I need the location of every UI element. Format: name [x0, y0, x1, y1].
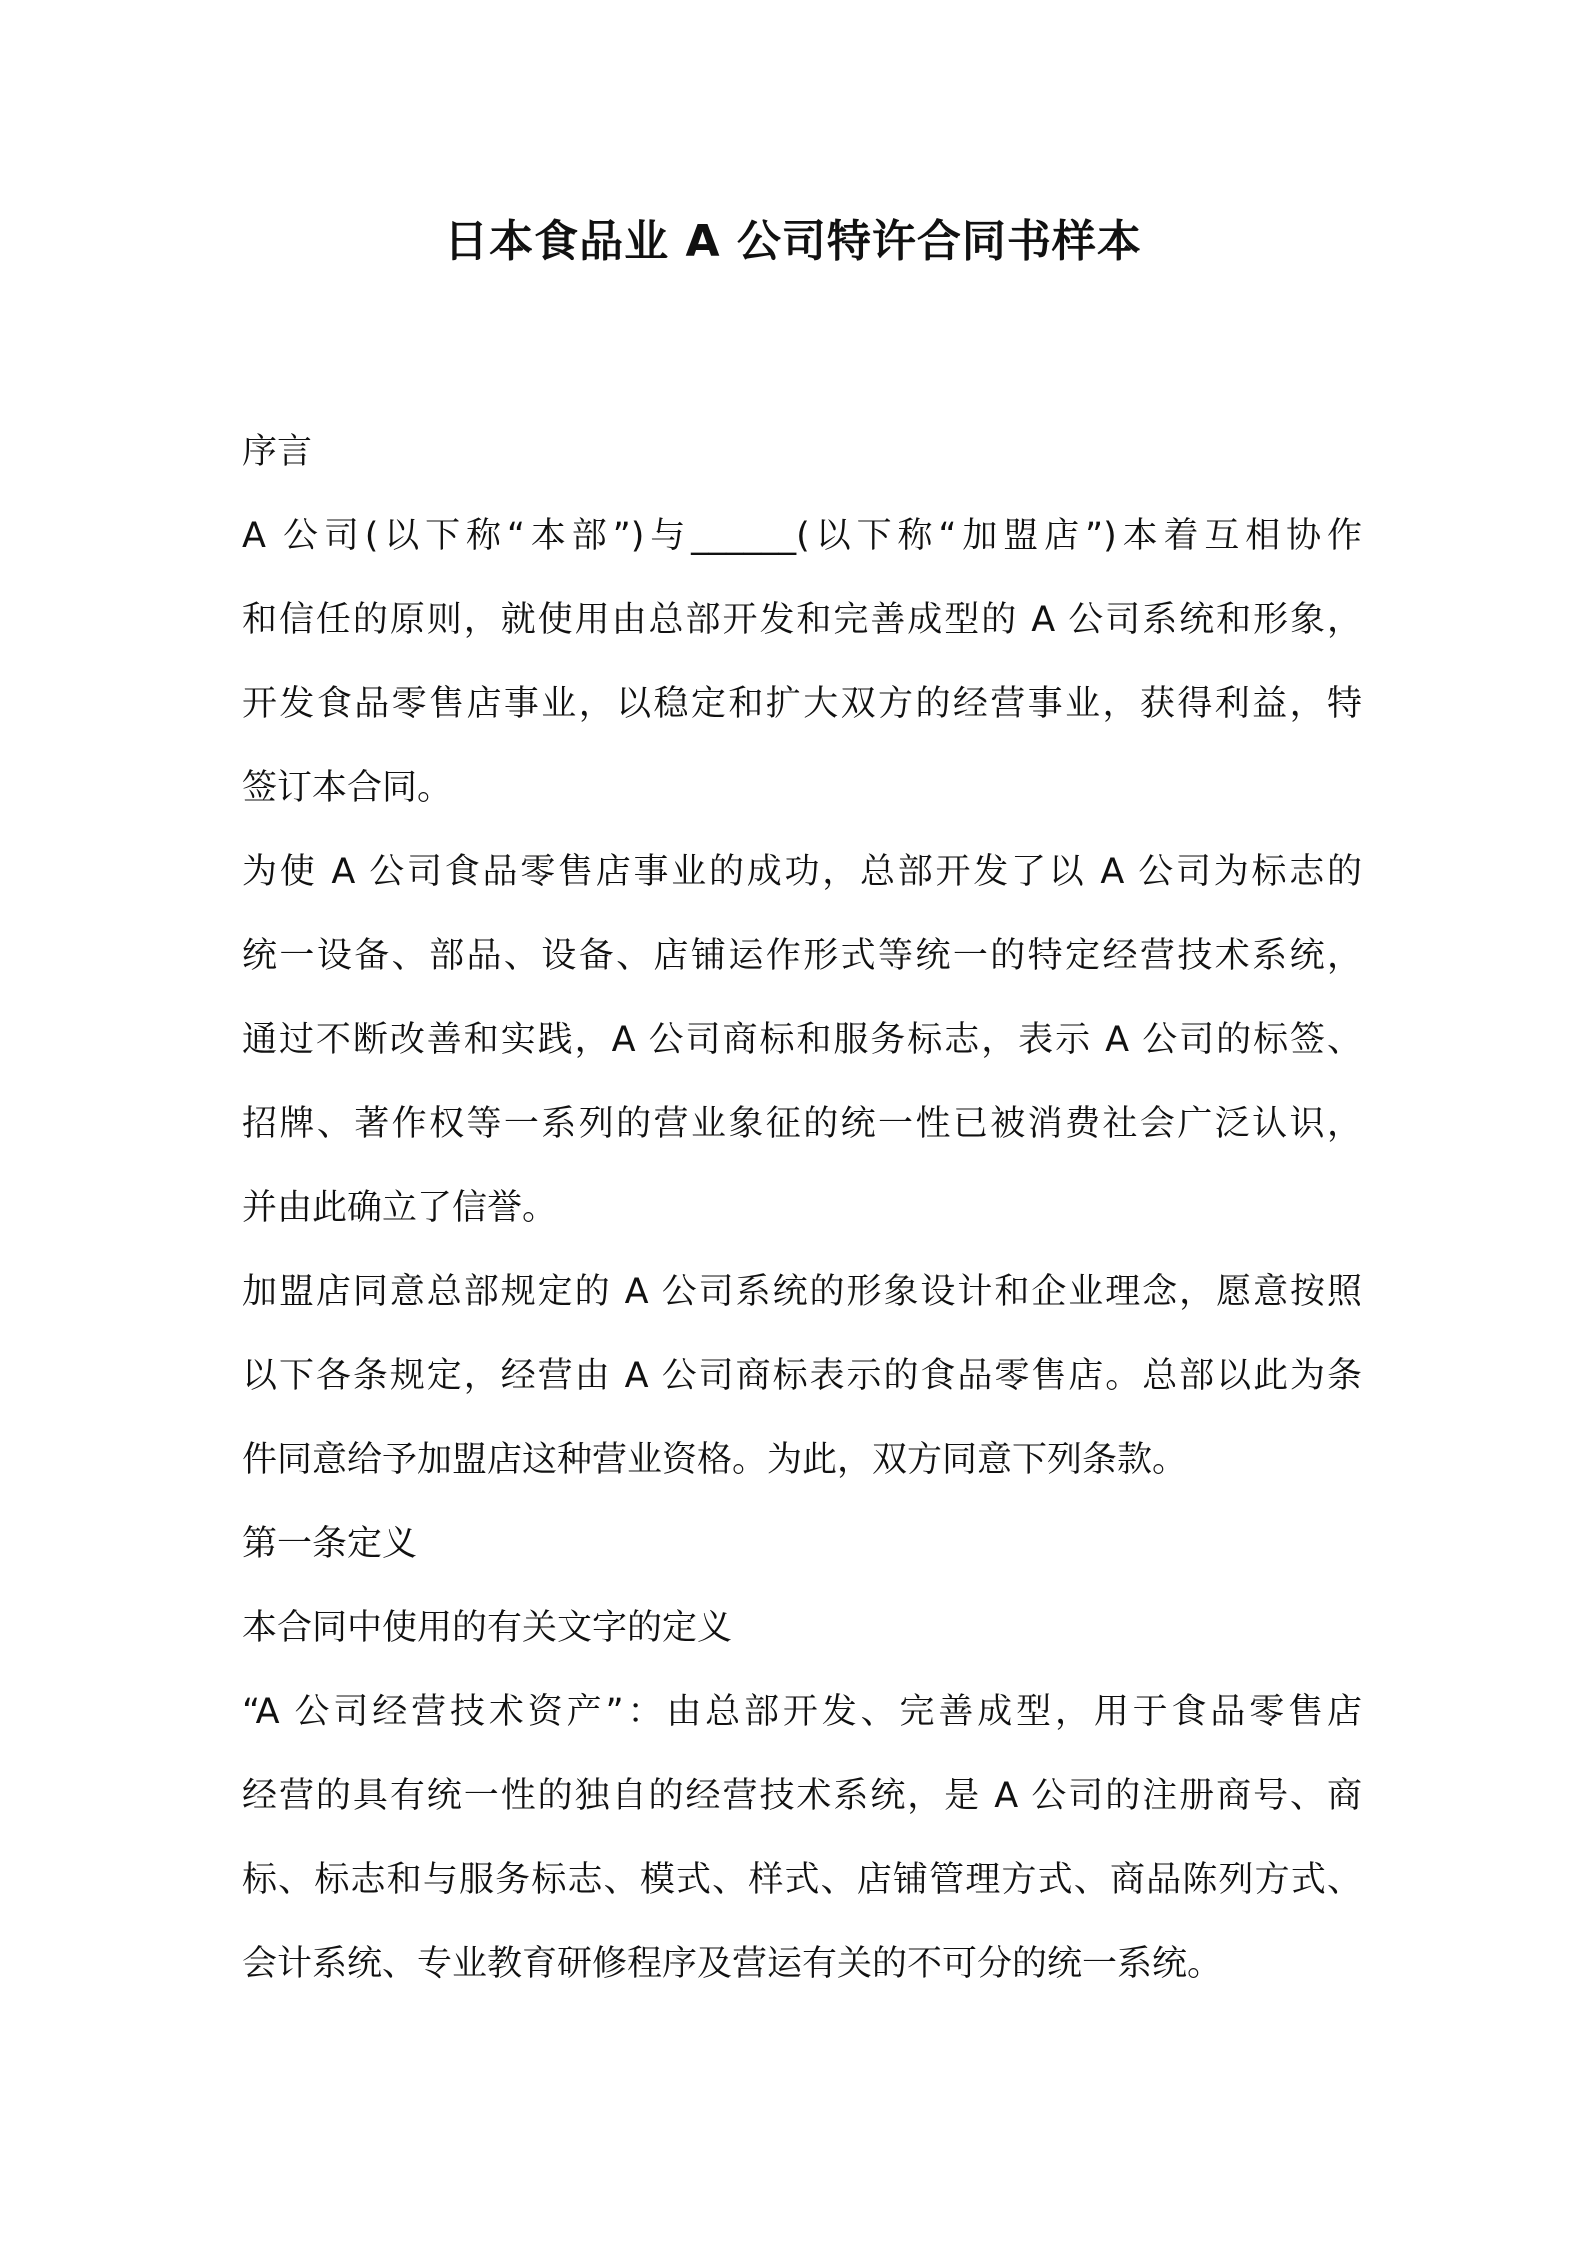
paragraph-line: 签订本合同。	[242, 768, 453, 808]
section-heading-preface: 序言	[242, 432, 313, 472]
paragraph-line: 以下各条规定，经营由 A 公司商标表示的食品零售店。总部以此为条	[242, 1356, 1362, 1396]
paragraph-line: A 公司(以下称“本部”)与______(以下称“加盟店”)本着互相协作	[242, 516, 1362, 556]
paragraph-line: 件同意给予加盟店这种营业资格。为此，双方同意下列条款。	[242, 1440, 1188, 1480]
document-title: 日本食品业 A 公司特许合同书样本	[444, 216, 1142, 267]
paragraph-line: “A 公司经营技术资产”：由总部开发、完善成型，用于食品零售店	[242, 1692, 1362, 1732]
paragraph-line: 并由此确立了信誉。	[242, 1188, 558, 1228]
document-body	[242, 410, 1362, 2006]
paragraph-line: 招牌、著作权等一系列的营业象征的统一性已被消费社会广泛认识，	[242, 1104, 1362, 1144]
paragraph-line: 统一设备、部品、设备、店铺运作形式等统一的特定经营技术系统，	[242, 936, 1362, 976]
paragraph-line: 为使 A 公司食品零售店事业的成功，总部开发了以 A 公司为标志的	[242, 852, 1362, 892]
paragraph-line: 开发食品零售店事业，以稳定和扩大双方的经营事业，获得利益，特	[242, 684, 1362, 724]
paragraph-line: 加盟店同意总部规定的 A 公司系统的形象设计和企业理念，愿意按照	[242, 1272, 1362, 1312]
section-heading-article-1: 第一条定义	[242, 1524, 418, 1564]
paragraph-line: 通过不断改善和实践，A 公司商标和服务标志，表示 A 公司的标签、	[242, 1020, 1362, 1060]
paragraph-line: 和信任的原则，就使用由总部开发和完善成型的 A 公司系统和形象，	[242, 600, 1362, 640]
paragraph-line: 经营的具有统一性的独自的经营技术系统，是 A 公司的注册商号、商	[242, 1776, 1362, 1816]
subheading-definitions: 本合同中使用的有关文字的定义	[242, 1608, 733, 1648]
paragraph-line: 标、标志和与服务标志、模式、样式、店铺管理方式、商品陈列方式、	[242, 1860, 1362, 1900]
paragraph-line: 会计系统、专业教育研修程序及营运有关的不可分的统一系统。	[242, 1944, 1223, 1984]
